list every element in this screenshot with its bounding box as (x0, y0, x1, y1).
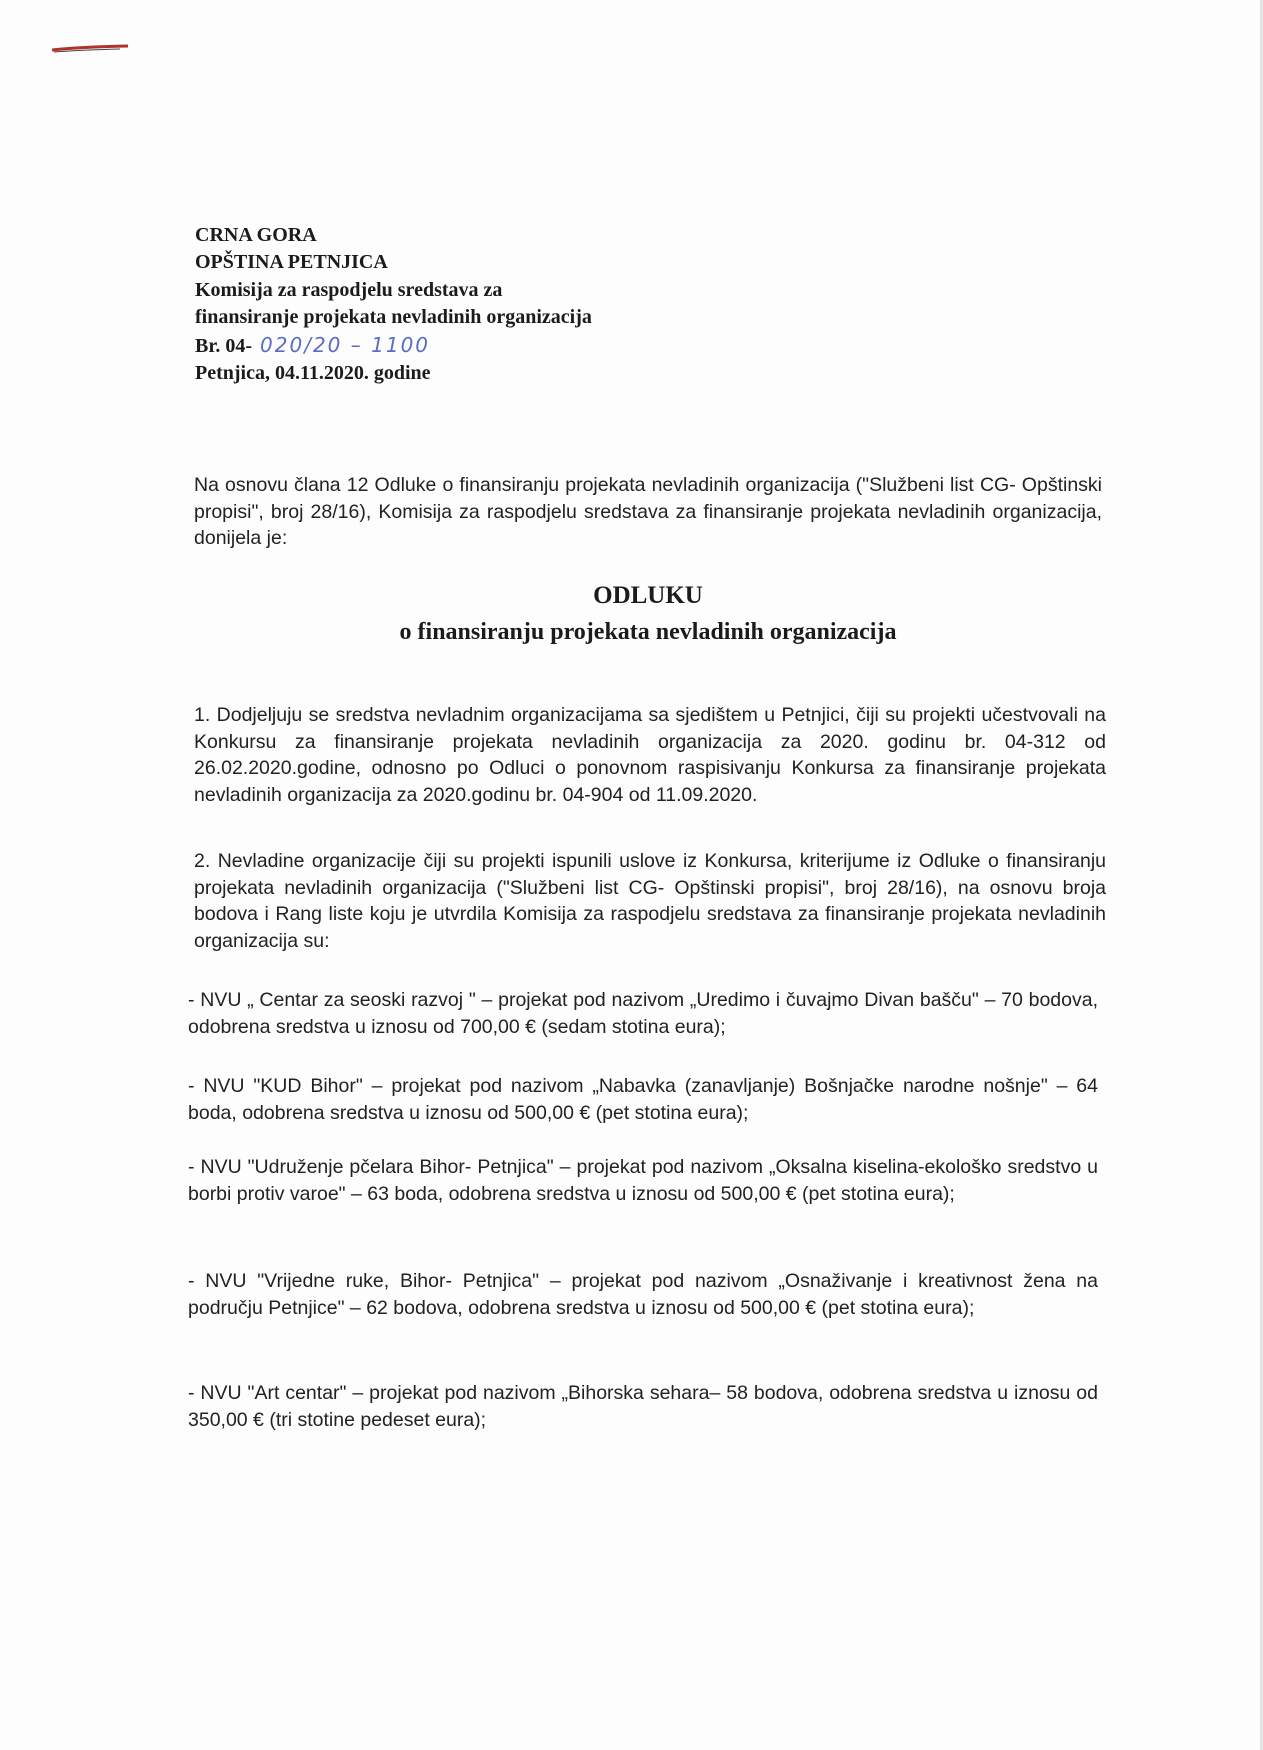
reference-handwritten: 020/20 – 1100 (260, 332, 431, 357)
header-commission-cont: finansiranje projekata nevladinih organizacija (195, 306, 592, 329)
list-item: - NVU "Vrijedne ruke, Bihor- Petnjica" – projekat pod nazivom „Osnaživanje i kreativnost žena na području Petnjice" – 62 bodova, odobrena sredstva u iznosu od 500,00 € (pet stotina eura); (188, 1270, 1098, 1319)
document-title: ODLUKU (593, 582, 703, 609)
list-item: - NVU "KUD Bihor" – projekat pod nazivom „Nabavka (zanavljanje) Bošnjačke narodne nošnje" – 64 boda, odobrena sredstva u iznosu od 500,00 € (pet stotina eura); (188, 1075, 1098, 1124)
paragraph-2: 2. Nevladine organizacije čiji su projekti ispunili uslove iz Konkursa, kriterijume iz Odluke o finansiranju projekata nevladinih organizacija ("Službeni list CG- Opštinski propisi", broj 28/16), na osnovu broja bodova i Rang liste koju je utvrdila Komisija za raspodjelu sredstava za finansiranje projekata nevladinih organizacija su: (194, 850, 1106, 952)
list-item: - NVU "Udruženje pčelara Bihor- Petnjica" – projekat pod nazivom „Oksalna kiselina-ekološko sredstvo u borbi protiv varoe" – 63 boda, odobrena sredstva u iznosu od 500,00 € (pet stotina eura); (188, 1156, 1098, 1205)
list-item: - NVU „ Centar za seoski razvoj " – projekat pod nazivom „Uredimo i čuvajmo Divan bašču" – 70 bodova, odobrena sredstva u iznosu od 700,00 € (sedam stotina eura); (188, 989, 1098, 1038)
document-header (195, 222, 795, 387)
title-block (194, 580, 1102, 648)
header-date: Petnjica, 04.11.2020. godine (195, 362, 431, 385)
intro-paragraph: Na osnovu člana 12 Odluke o finansiranju projekata nevladinih organizacija ("Službeni list CG- Opštinski propisi", broj 28/16), Komisija za raspodjelu sredstava za finansiranje projekata nevladinih organizacija, donijela je: (194, 474, 1102, 550)
header-country: CRNA GORA (195, 224, 317, 246)
list-item: - NVU "Art centar" – projekat pod nazivom „Bihorska sehara– 58 bodova, odobrena sredstva u iznosu od 350,00 € (tri stotine pedeset eura); (188, 1382, 1098, 1431)
scan-mark (50, 44, 130, 54)
header-municipality: OPŠTINA PETNJICA (195, 251, 388, 274)
reference-prefix: Br. 04- (195, 334, 253, 357)
document-subtitle: o finansiranju projekata nevladinih organizacija (399, 619, 897, 645)
paragraph-1: 1. Dodjeljuju se sredstva nevladnim organizacijama sa sjedištem u Petnjici, čiji su projekti učestvovali na Konkursu za finansiranje projekata nevladinih organizacija za 2020. godinu br. 04-312 od 26.02.2020.godine, odnosno po Odluci o ponovnom raspisivanju Konkursa za finansiranje projekata nevladinih organizacija za 2020.godinu br. 04-904 od 11.09.2020. (194, 704, 1106, 806)
header-reference (195, 332, 795, 360)
header-commission: Komisija za raspodjelu sredstava za (195, 278, 503, 301)
